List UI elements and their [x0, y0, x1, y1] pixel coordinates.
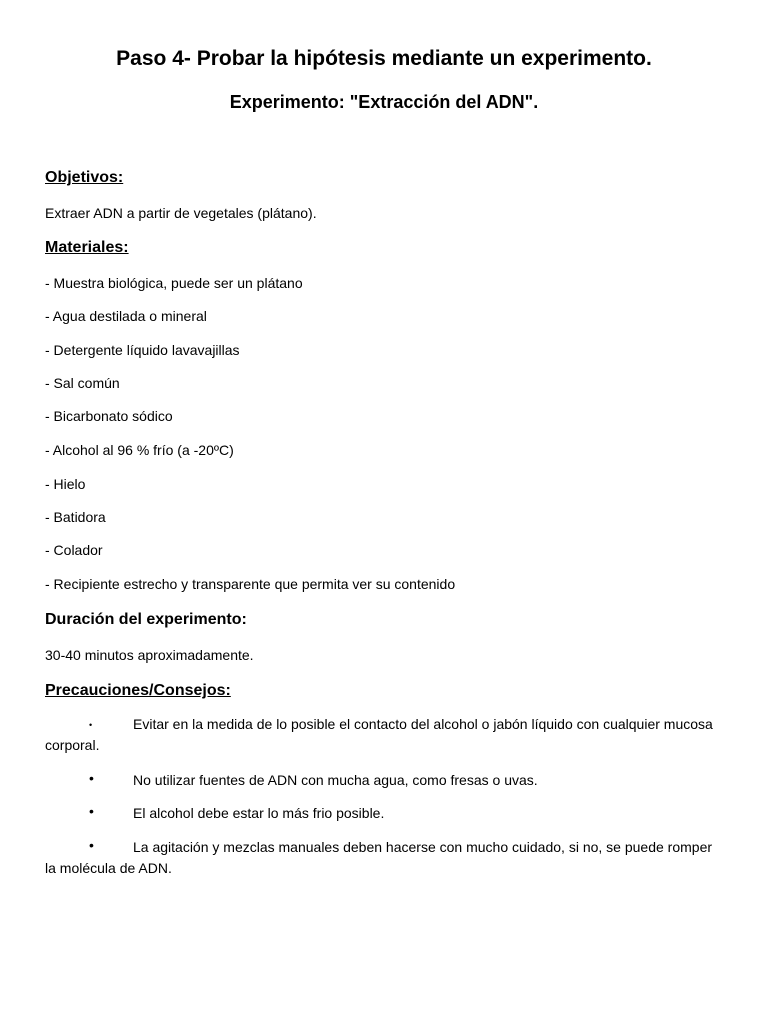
material-item: - Muestra biológica, puede ser un plátano — [45, 275, 303, 291]
bullet-icon: • — [89, 837, 94, 853]
objetivos-heading: Objetivos: — [45, 169, 124, 186]
experiment-title: Experimento: "Extracción del ADN". — [229, 92, 539, 112]
objetivos-text: Extraer ADN a partir de vegetales (plátano). — [45, 205, 317, 221]
bullet-icon: • — [89, 770, 94, 786]
page-title: Paso 4- Probar la hipótesis mediante un experimento. — [116, 47, 652, 70]
precauciones-heading: Precauciones/Consejos: — [45, 682, 231, 699]
precaution-item: Evitar en la medida de lo posible el contacto del alcohol o jabón líquido con cualquier mucosa corporal. — [45, 716, 713, 753]
material-item: - Alcohol al 96 % frío (a -20ºC) — [45, 442, 234, 458]
precaution-item: No utilizar fuentes de ADN con mucha agua, como fresas o uvas. — [133, 772, 538, 788]
duracion-heading: Duración del experimento: — [45, 611, 247, 628]
material-item: - Hielo — [45, 476, 86, 492]
bullet-icon: • — [89, 803, 94, 819]
material-item: - Recipiente estrecho y transparente que permita ver su contenido — [45, 576, 456, 592]
precaution-item: La agitación y mezclas manuales deben hacerse con mucho cuidado, si no, se puede romper la molécula de ADN. — [45, 839, 713, 876]
duracion-text: 30-40 minutos aproximadamente. — [45, 647, 254, 663]
materiales-heading: Materiales: — [45, 239, 129, 256]
precaution-item: El alcohol debe estar lo más frio posible. — [133, 805, 385, 821]
material-item: - Batidora — [45, 509, 106, 525]
material-item: - Detergente líquido lavavajillas — [45, 342, 240, 358]
bullet-icon: • — [89, 720, 93, 730]
material-item: - Colador — [45, 542, 103, 558]
material-item: - Bicarbonato sódico — [45, 408, 173, 424]
material-item: - Agua destilada o mineral — [45, 308, 207, 324]
material-item: - Sal común — [45, 375, 120, 391]
